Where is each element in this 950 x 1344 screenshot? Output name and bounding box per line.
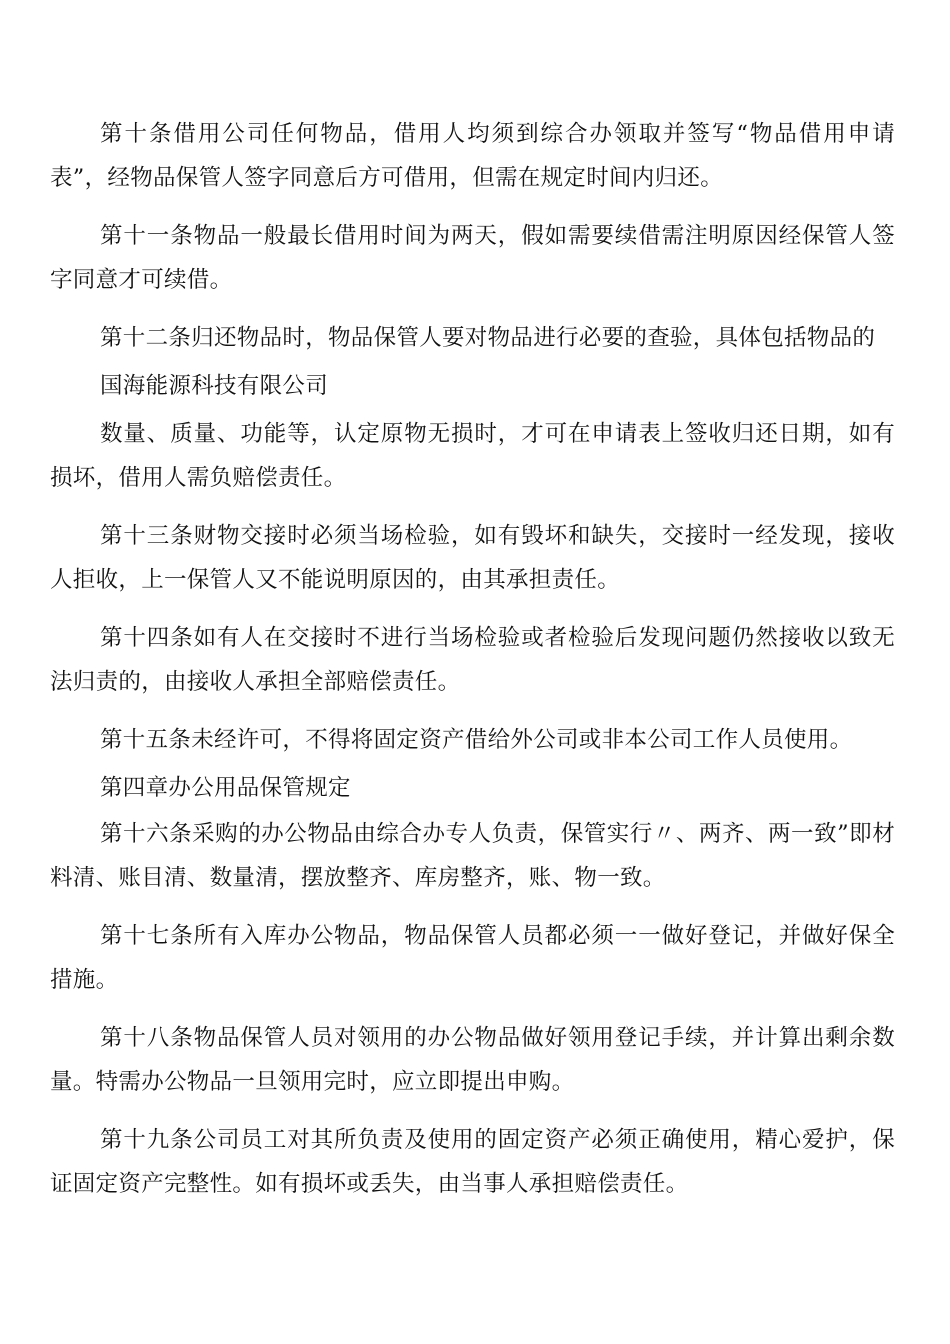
- company-name-header: 国海能源科技有限公司: [100, 373, 329, 399]
- article-16: 第十六条采购的办公物品由综合办专人负责，保管实行〃、两齐、两一致”即材料清、账目清、数量清，摆放整齐、库房整齐，账、物一致。: [50, 821, 895, 891]
- article-12-continued: 数量、质量、功能等，认定原物无损时，才可在申请表上签收归还日期，如有损坏，借用人需负赔偿责任。: [50, 421, 895, 491]
- article-10: 第十条借用公司任何物品，借用人均须到综合办领取并签写“物品借用申请表”，经物品保管人签字同意后方可借用，但需在规定时间内归还。: [50, 121, 895, 191]
- article-11: 第十一条物品一般最长借用时间为两天，假如需要续借需注明原因经保管人签字同意才可续借。: [50, 223, 895, 293]
- article-17: 第十七条所有入库办公物品，物品保管人员都必须一一做好登记，并做好保全措施。: [50, 923, 895, 993]
- chapter-4-heading: 第四章办公用品保管规定: [100, 775, 351, 801]
- article-13: 第十三条财物交接时必须当场检验，如有毁坏和缺失，交接时一经发现，接收人拒收，上一保管人又不能说明原因的，由其承担责任。: [50, 523, 895, 593]
- article-18: 第十八条物品保管人员对领用的办公物品做好领用登记手续，并计算出剩余数量。特需办公物品一旦领用完时，应立即提出申购。: [50, 1025, 895, 1095]
- article-12: 第十二条归还物品时，物品保管人要对物品进行必要的查验，具体包括物品的: [100, 325, 876, 351]
- article-14: 第十四条如有人在交接时不进行当场检验或者检验后发现问题仍然接收以致无法归责的，由接收人承担全部赔偿责任。: [50, 625, 895, 695]
- document-body: [50, 112, 895, 1220]
- article-15: 第十五条未经许可，不得将固定资产借给外公司或非本公司工作人员使用。: [100, 727, 853, 753]
- article-19: 第十九条公司员工对其所负责及使用的固定资产必须正确使用，精心爱护，保证固定资产完整性。如有损坏或丢失，由当事人承担赔偿责任。: [50, 1127, 895, 1197]
